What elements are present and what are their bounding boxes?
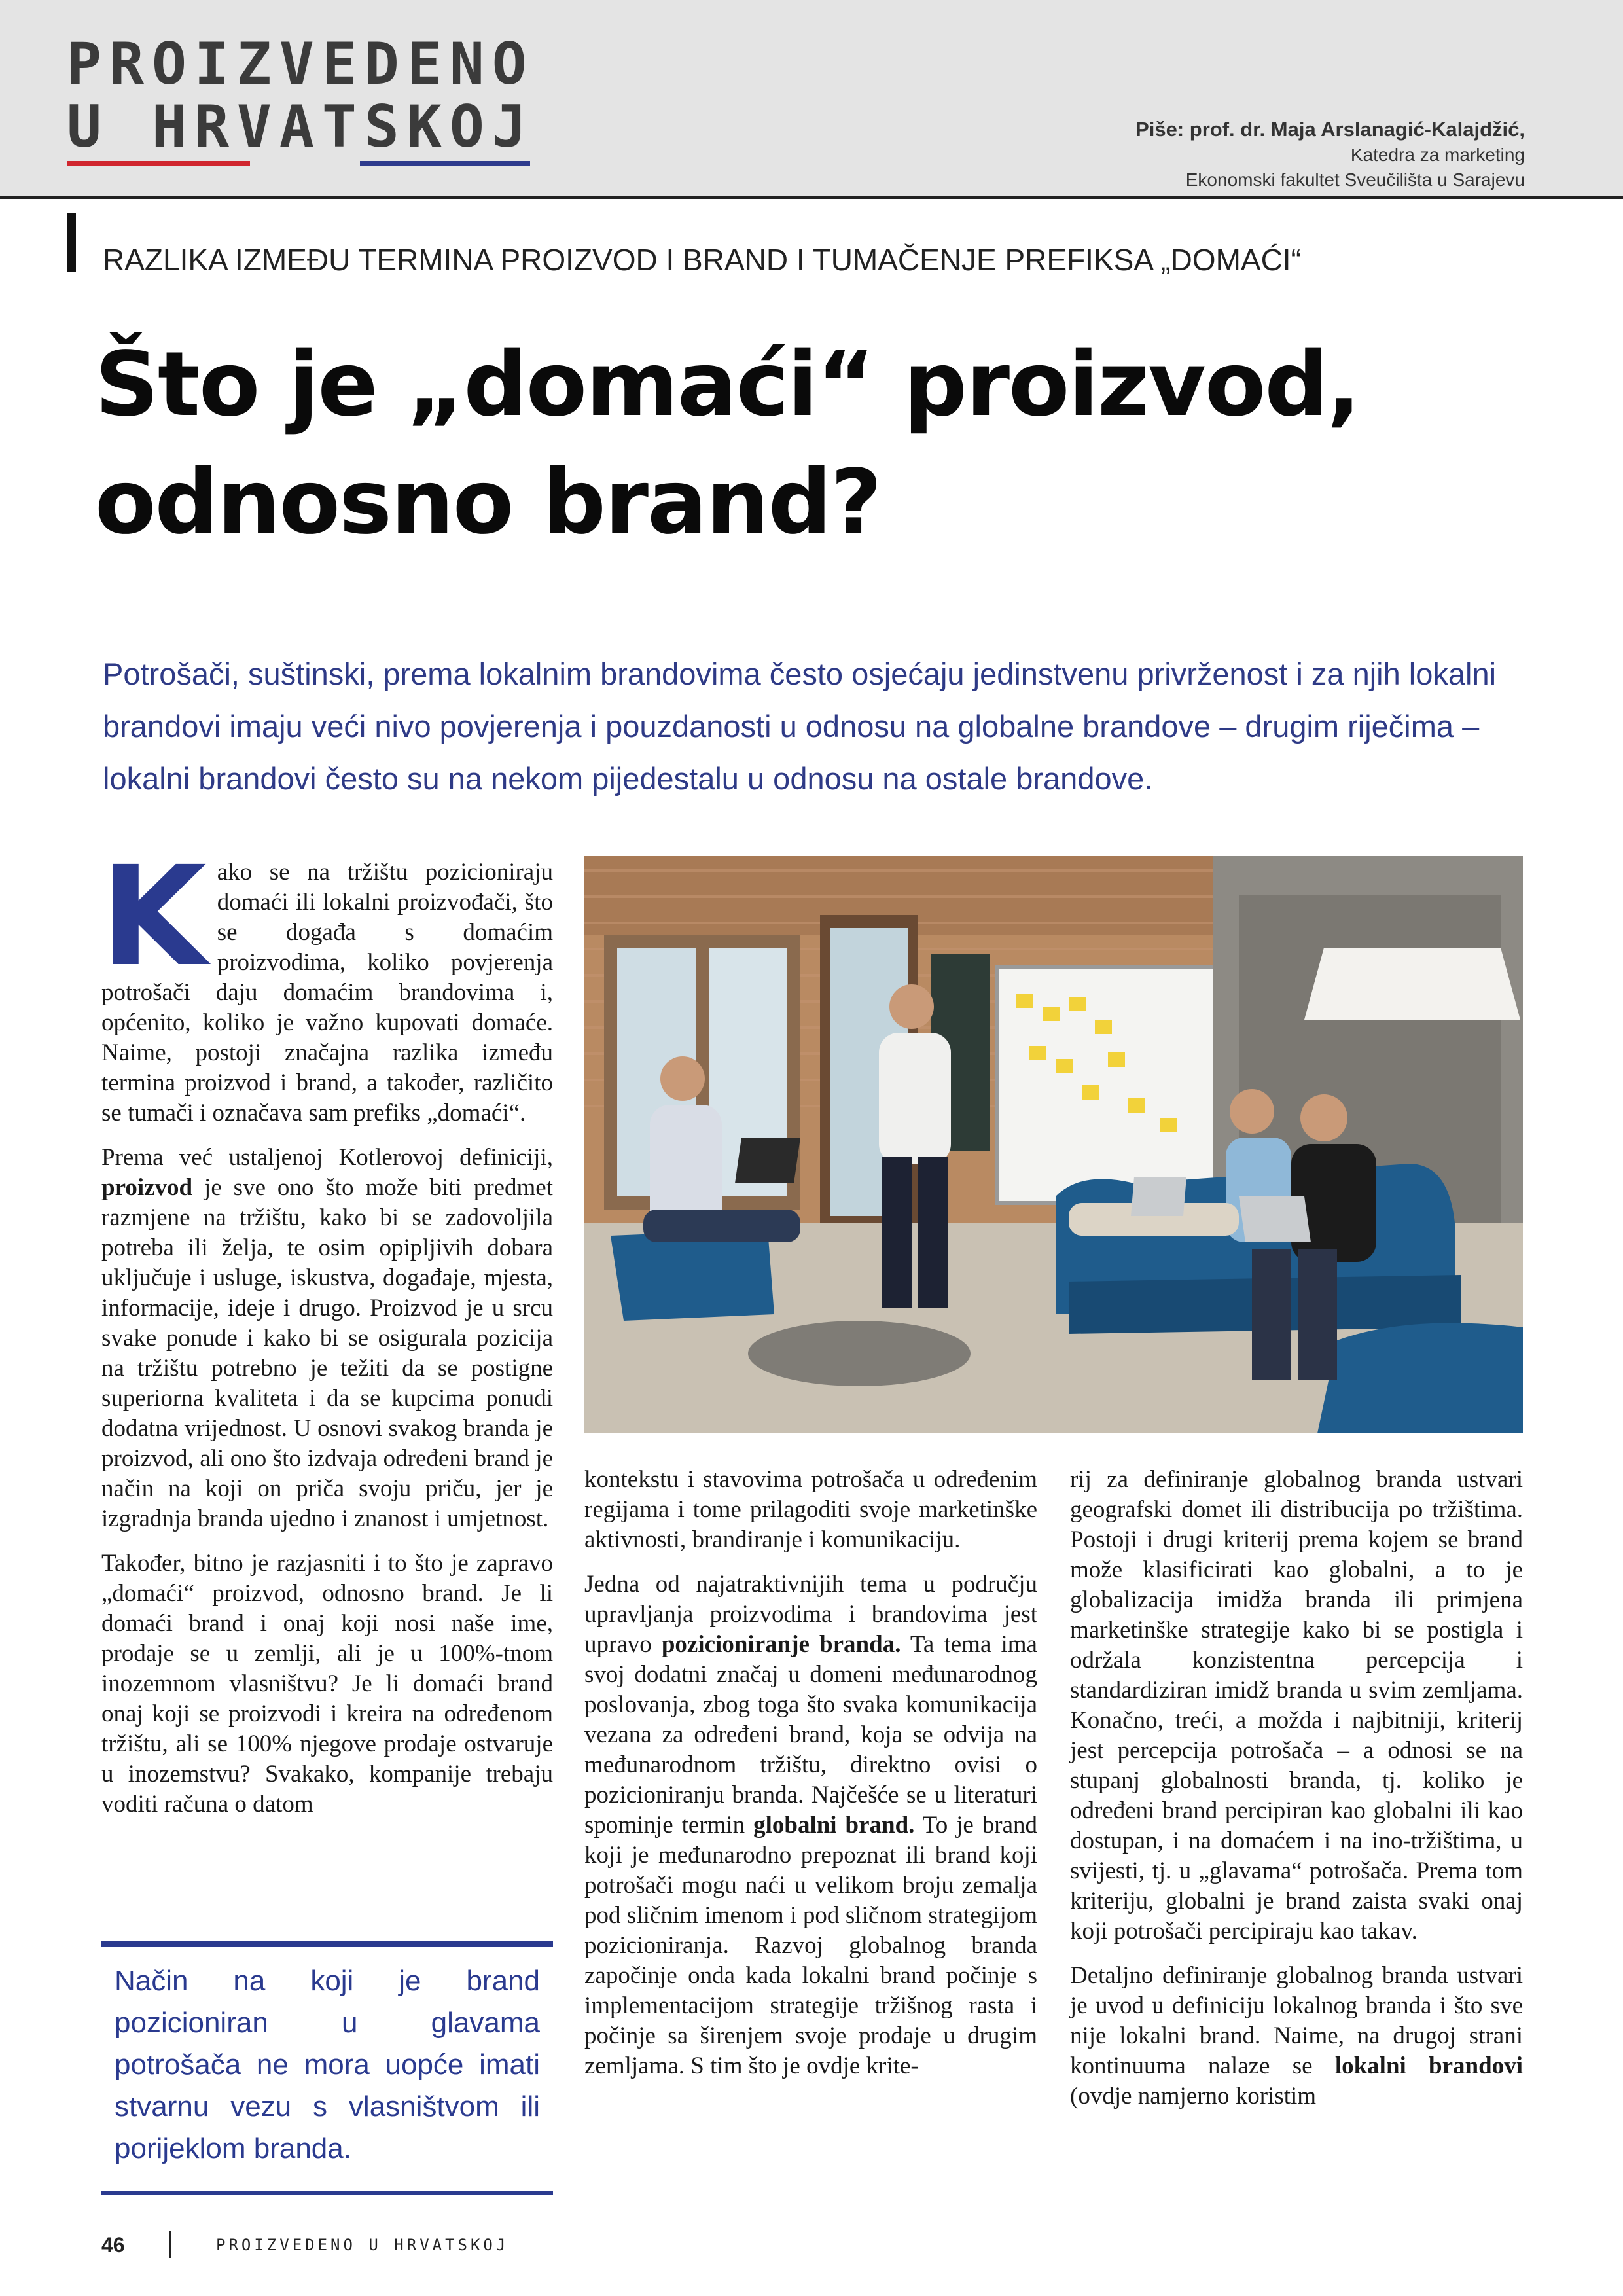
paragraph-text: Jedna od najatraktivnijih tema u području upravljanja proizvodima i brandovima jest upravo <box>584 1571 1037 1658</box>
paragraph <box>101 1143 553 1534</box>
paragraph <box>1070 1961 1523 2111</box>
paragraph-text: Prema već ustaljenoj Kotlerovoj definiciji, <box>101 1144 553 1171</box>
column-1 <box>100 836 553 1834</box>
pull-quote: Način na koji je brand pozicioniran u glavama potrošača ne mora uopće imati stvarnu vezu s vlasništvom ili porijeklom branda. <box>115 1965 540 2164</box>
headline-line-2: odnosno brand? <box>95 451 881 554</box>
office-team-photo <box>584 856 1523 1433</box>
paragraph <box>584 1570 1037 2081</box>
paragraph-text: Ta tema ima svoj dodatni značaj u domeni međunarodnog poslovanja, zbog toga što svaka komunikacija vezana za određeni brand, koja se odvija na međunarodnom tržištu, direktno ovisi o pozicioniranju branda. Najčešće se u literaturi spominje termin <box>584 1631 1037 1839</box>
bold-term: lokalni brandovi <box>1334 2053 1523 2079</box>
logo-line-1: PROIZVEDENO <box>67 30 535 98</box>
masthead <box>0 0 1623 196</box>
author-byline <box>1135 117 1525 192</box>
paragraph-text: kontekstu i stavovima potrošača u određenim regijama i tome prilagoditi svoje marketinške aktivnosti, brandiranje i komunikaciju. <box>584 1466 1037 1553</box>
drop-cap: K <box>100 836 207 997</box>
paragraph <box>100 836 553 1128</box>
paragraph-text: (ovdje namjerno koristim <box>1070 2083 1317 2109</box>
paragraph-text: rij za definiranje globalnog branda ustvari geografski domet ili distribucija po tržištima. Postoji i drugi kriterij prema kojem se brand može klasificirati kao globalni, a to je globalizacija imidža branda ili primjena marketinške strategije kako bi se postigla i održala konzistentna percepcija i standardiziran imidž branda u svim zemljama. Konačno, treći, a možda i najbitniji, kriterij jest percepcija potrošača – a odnosi se na stupanj globalnosti branda, tj. koliko je određeni brand percipiran kao globalni ili kao dostupan, i na domaćem i na ino-tržištima, u svijesti, tj. u „glavama“ potrošača. Prema tom kriteriju, globalni je brand zaista svaki onaj koji potrošači percipiraju kao takav. <box>1070 1466 1523 1945</box>
page-number: 46 <box>101 2233 125 2257</box>
bold-term: globalni brand. <box>753 1812 915 1839</box>
paragraph-text: Također, bitno je razjasniti i to što je zapravo „domaći“ proizvod, odnosno brand. Je li domaći brand i onaj koji nosi naše ime, prodaje se u zemlji, ali je u 100%-tnom inozemnom vlasništvu? Je li domaći brand onaj koji se proizvodi i kreira na određenom tržištu, ali se 100% njegove prodaje ostvaruje u inozemstvu? Svakako, kompanije trebaju voditi računa o datom <box>101 1550 553 1818</box>
bold-term: proizvod <box>101 1174 193 1201</box>
pull-quote-top-rule <box>101 1941 553 1947</box>
author-faculty: Ekonomski fakultet Sveučilišta u Sarajevu <box>1185 170 1525 190</box>
paragraph-text: Detaljno definiranje globalnog branda ustvari je uvod u definiciju lokalnog branda i što sve nije lokalni brand. Naime, na drugoj strani kontinuuma nalaze se <box>1070 1962 1523 2079</box>
kicker: RAZLIKA IZMEĐU TERMINA PROIZVOD I BRAND I TUMAČENJE PREFIKSA „DOMAĆI“ <box>103 243 1301 277</box>
lead-paragraph: Potrošači, suštinski, prema lokalnim brandovima često osjećaju jedinstvenu privrženost i za njih lokalni brandovi imaju veći nivo povjerenja i pouzdanosti u odnosu na globalne brandove – drugim riječima – lokalni brandovi često su na nekom pijedestalu u odnosu na ostale brandove. <box>103 656 1497 796</box>
logo-red-stripe <box>67 161 250 166</box>
footer-publication: PROIZVEDENO U HRVATSKOJ <box>216 2236 509 2254</box>
paragraph-text: To je brand koji je međunarodno prepoznat ili brand koji potrošači mogu naći u velikom broju zemalja pod sličnim imenom i pod sličnom strategijom pozicioniranja. Razvoj globalnog branda započinje onda kada lokalni brand počinje s implementacijom strategije tržišnog rasta i počinje sa širenjem svoje prodaje u drugim zemljama. S tim što je ovdje krite- <box>584 1812 1037 2079</box>
kicker-bar <box>67 213 76 272</box>
paragraph <box>1070 1465 1523 1946</box>
column-2 <box>584 1465 1037 2096</box>
headline <box>95 326 1567 562</box>
paragraph-text: je sve ono što može biti predmet razmjene na tržištu, kako bi se zadovoljila potreba ili želja, te osim opipljivih dobara uključuje i usluge, iskustva, događaje, mjesta, informacije, ideje i drugo. Proizvod je u srcu svake ponude i kako bi se osigurala pozicija na tržištu potrebno je težiti da se postigne superiorna kvaliteta i da se kupcima ponudi dodatna vrijednost. U osnovi svakog branda je proizvod, ali ono što izdvaja određeni brand je način na koji on priča svoju priču, jer je izgradnja branda ujedno i znanost i umjetnost. <box>101 1174 553 1532</box>
paragraph-text: ako se na tržištu pozicioniraju domaći ili lokalni proizvođači, što se događa s domaćim proizvodima, koliko povjerenja potrošači daju domaćim brandovima i, općenito, koliko je važno kupovati domaće. Naime, postoji značajna razlika između termina proizvod i brand, a također, različito se tumači i označava sam prefiks „domaći“. <box>101 859 553 1126</box>
header-divider <box>0 196 1623 199</box>
author-name: Piše: prof. dr. Maja Arslanagić-Kalajdžić, <box>1135 118 1525 141</box>
paragraph <box>101 1549 553 1820</box>
bold-term: pozicioniranje branda. <box>661 1631 901 1658</box>
logo-blue-stripe <box>360 161 530 166</box>
paragraph <box>584 1465 1037 1555</box>
pull-quote-bottom-rule <box>101 2191 553 2195</box>
column-3 <box>1070 1465 1523 2126</box>
logo-line-2: U HRVATSKOJ <box>67 93 535 160</box>
headline-line-1: Što je „domaći“ proizvod, <box>95 333 1360 437</box>
footer-divider <box>169 2231 171 2258</box>
author-department: Katedra za marketing <box>1350 145 1525 165</box>
